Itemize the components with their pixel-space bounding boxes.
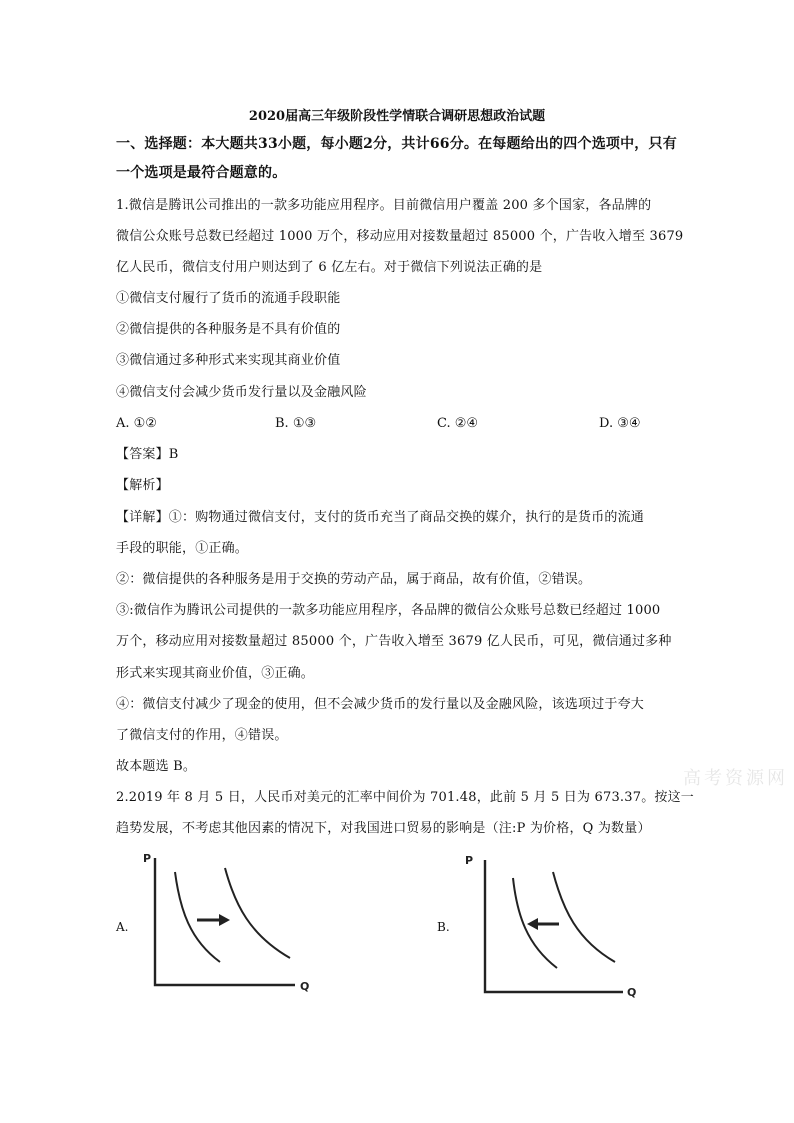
q2-stem-line: 趋势发展，不考虑其他因素的情况下，对我国进口贸易的影响是（注:P 为价格，Q 为数量） — [116, 821, 651, 836]
q1-explanation-line: 万个，移动应用对接数量超过 85000 个，广告收入增至 3679 亿人民币，可见，微信通过多种 — [116, 634, 672, 649]
demand-curve-original — [175, 872, 220, 962]
q2-option-b-label: B. — [437, 920, 450, 934]
q1-statement: ①微信支付履行了货币的流通手段职能 — [116, 291, 341, 306]
section-heading-line2: 一个选项是最符合题意的。 — [116, 165, 287, 181]
q2-option-a-graph — [135, 850, 325, 1000]
arrow-right-icon — [197, 914, 230, 926]
q2-stem-line: 2.2019 年 8 月 5 日，人民币对美元的汇率中间价为 701.48，此前 5 月 5 日为 673.37。按这一 — [116, 790, 695, 805]
y-axis-label: P — [143, 852, 152, 865]
q1-statement: ③微信通过多种形式来实现其商业价值 — [116, 353, 341, 368]
arrow-left-icon — [527, 918, 559, 930]
x-axis-label: Q — [627, 986, 637, 999]
q1-explanation-line: ②：微信提供的各种服务是用于交换的劳动产品，属于商品，故有价值，②错误。 — [116, 572, 592, 587]
demand-curve-shifted — [225, 868, 290, 958]
q1-explanation-line: ③:微信作为腾讯公司提供的一款多功能应用程序，各品牌的微信公众账号总数已经超过 1000 — [116, 603, 661, 618]
q2-option-b-graph — [465, 850, 655, 1000]
q1-explanation-line: 了微信支付的作用，④错误。 — [116, 728, 288, 743]
q1-option-c: C. ②④ — [437, 416, 479, 431]
demand-curve-original — [553, 872, 615, 962]
q1-explanation-line: 【详解】①：购物通过微信支付，支付的货币充当了商品交换的媒介，执行的是货币的流通 — [116, 510, 645, 525]
q1-option-b: B. ①③ — [275, 416, 317, 431]
q1-explanation-line: 手段的职能，①正确。 — [116, 541, 249, 556]
x-axis-label: Q — [300, 980, 310, 993]
watermark: 高考资源网 — [683, 768, 788, 789]
q1-stem-line: 1.微信是腾讯公司推出的一款多功能应用程序。目前微信用户覆盖 200 多个国家，各品牌的 — [116, 198, 652, 213]
page-title: 2020届高三年级阶段性学情联合调研思想政治试题 — [248, 109, 546, 124]
q1-answer: 【答案】B — [116, 447, 179, 462]
q2-option-a-label: A. — [116, 920, 129, 934]
q1-analysis-header: 【解析】 — [116, 478, 169, 493]
q1-statement: ④微信支付会减少货币发行量以及金融风险 — [116, 385, 367, 400]
section-heading-line1: 一、选择题：本大题共33小题，每小题2分，共计66分。在每题给出的四个选项中，只有 — [116, 136, 677, 152]
q1-stem-line: 微信公众账号总数已经超过 1000 万个，移动应用对接数量超过 85000 个，广告收入增至 3679 — [116, 229, 684, 244]
q1-explanation-line: 形式来实现其商业价值，③正确。 — [116, 666, 315, 681]
y-axis-label: P — [465, 854, 474, 867]
q1-explanation-line: 故本题选 B。 — [116, 759, 197, 774]
q1-stem-line: 亿人民币，微信支付用户则达到了 6 亿左右。对于微信下列说法正确的是 — [116, 260, 543, 275]
q1-option-d: D. ③④ — [599, 416, 641, 431]
q1-statement: ②微信提供的各种服务是不具有价值的 — [116, 322, 341, 337]
q1-option-a: A. ①② — [116, 416, 157, 431]
axes — [485, 860, 623, 992]
q1-explanation-line: ④：微信支付减少了现金的使用，但不会减少货币的发行量以及金融风险，该选项过于夸大 — [116, 697, 645, 712]
